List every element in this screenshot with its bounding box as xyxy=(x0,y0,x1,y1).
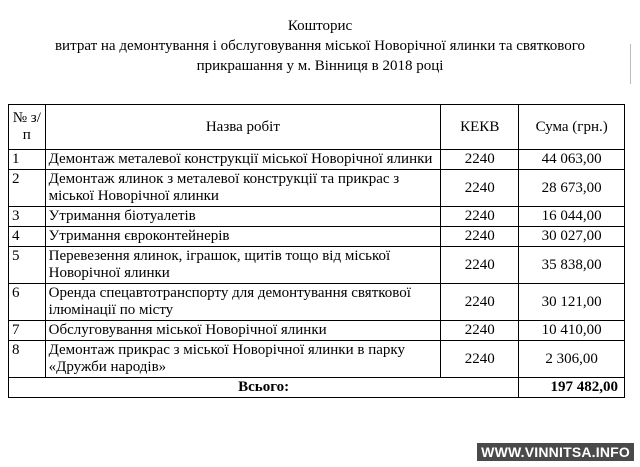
row-sum: 30 027,00 xyxy=(519,227,625,247)
header-kekv: КЕКВ xyxy=(441,105,519,150)
site-watermark: WWW.VINNITSA.INFO xyxy=(477,443,634,461)
row-num: 1 xyxy=(9,150,46,170)
row-name: Перевезення ялинок, іграшок, щитів тощо від міської Новорічної ялинки xyxy=(45,247,441,284)
table-row xyxy=(9,321,625,341)
row-kekv: 2240 xyxy=(441,284,519,321)
row-num: 5 xyxy=(9,247,46,284)
table-row xyxy=(9,150,625,170)
row-name: Утримання євроконтейнерів xyxy=(45,227,441,247)
row-name: Демонтаж прикрас з міської Новорічної ялинки в парку «Дружби народів» xyxy=(45,341,441,378)
document-title xyxy=(0,16,640,76)
row-num: 3 xyxy=(9,207,46,227)
row-kekv: 2240 xyxy=(441,227,519,247)
total-label: Всього: xyxy=(9,378,519,398)
row-name: Оренда спецавтотранспорту для демонтування святкової ілюмінації по місту xyxy=(45,284,441,321)
row-sum: 35 838,00 xyxy=(519,247,625,284)
table-row xyxy=(9,247,625,284)
header-sum: Сума (грн.) xyxy=(519,105,625,150)
row-num: 8 xyxy=(9,341,46,378)
row-kekv: 2240 xyxy=(441,150,519,170)
row-name: Демонтаж ялинок з металевої конструкції та прикрас з міської Новорічної ялинки xyxy=(45,170,441,207)
row-kekv: 2240 xyxy=(441,207,519,227)
row-name: Утримання біотуалетів xyxy=(45,207,441,227)
header-num: № з/п xyxy=(9,105,46,150)
row-name: Демонтаж металевої конструкції міської Новорічної ялинки xyxy=(45,150,441,170)
header-name: Назва робіт xyxy=(45,105,441,150)
row-kekv: 2240 xyxy=(441,321,519,341)
page-edge-divider xyxy=(630,44,640,84)
row-kekv: 2240 xyxy=(441,341,519,378)
title-line-2: витрат на демонтування і обслуговування міської Новорічної ялинки та святкового xyxy=(54,38,586,54)
title-line-3: прикрашання у м. Вінниця в 2018 році xyxy=(196,58,444,74)
row-kekv: 2240 xyxy=(441,170,519,207)
table-header-row xyxy=(9,105,625,150)
row-num: 6 xyxy=(9,284,46,321)
row-sum: 30 121,00 xyxy=(519,284,625,321)
table-row xyxy=(9,207,625,227)
table-row xyxy=(9,341,625,378)
row-sum: 28 673,00 xyxy=(519,170,625,207)
row-num: 4 xyxy=(9,227,46,247)
row-num: 2 xyxy=(9,170,46,207)
row-num: 7 xyxy=(9,321,46,341)
row-kekv: 2240 xyxy=(441,247,519,284)
table-row xyxy=(9,170,625,207)
row-sum: 16 044,00 xyxy=(519,207,625,227)
table-row xyxy=(9,227,625,247)
row-sum: 2 306,00 xyxy=(519,341,625,378)
row-name: Обслуговування міської Новорічної ялинки xyxy=(45,321,441,341)
table-total-row xyxy=(9,378,625,398)
row-sum: 10 410,00 xyxy=(519,321,625,341)
title-line-1: Кошторис xyxy=(287,18,353,34)
row-sum: 44 063,00 xyxy=(519,150,625,170)
estimate-table xyxy=(8,104,625,398)
total-value: 197 482,00 xyxy=(519,378,625,398)
table-row xyxy=(9,284,625,321)
